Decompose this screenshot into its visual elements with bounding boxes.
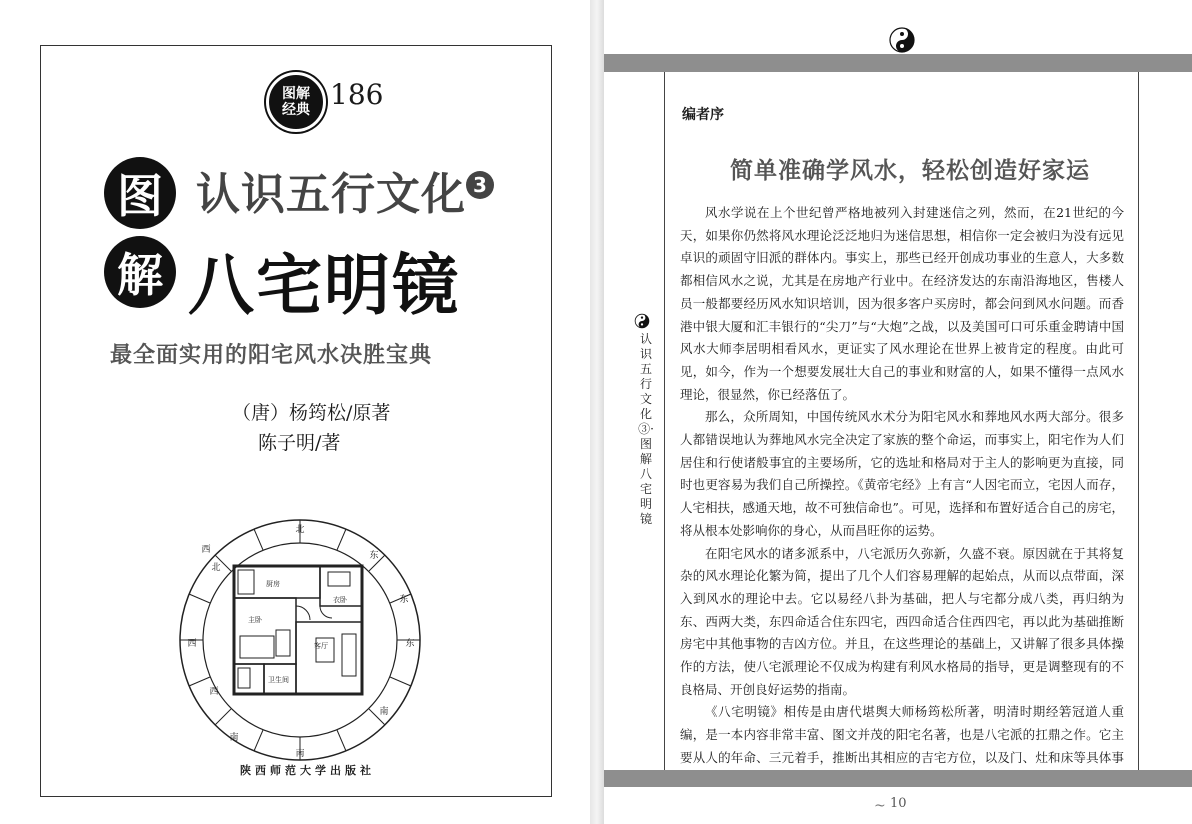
left-rule — [664, 72, 665, 770]
paragraph: 风水学说在上个世纪曾严格地被列入封建迷信之列，然而，在21世纪的今天，如果你仍然将风水理论泛泛地归为迷信思想，相信你一定会被归为没有远见卓识的顽固守旧派的群体内。事实上，那些已经开创成功事业的生意人，大多数都相信风水之说，尤其是在房地产行业中。在经济发达的东南沿海地区，售楼人员一般都要经历风水知识培训，因为很多客户买房时，都会问到风水问题。而香港中银大厦和汇丰银行的“尖刀”与“大炮”之战，以及美国可口可乐重金聘请中国风水大师李居明相看风水，更证实了风水理论在世界上被肯定的程度。由此可见，如今，作为一个想要发展壮大自己的事业和财富的人，如果不懂得一点风水理论，很显然，你已经落伍了。 — [680, 205, 1124, 402]
cover-page — [0, 0, 590, 824]
direction-label: 南 — [229, 733, 239, 743]
series-number: 186 — [330, 78, 384, 111]
direction-label: 西 — [209, 687, 219, 697]
room-master-bedroom: 主卧 — [248, 616, 262, 624]
taiji-icon — [634, 313, 650, 329]
paragraph: 《八宅明镜》相传是由唐代堪舆大师杨筠松所著，明清时期经箬冠道人重编，是一本内容非常丰富、图文并茂的阳宅名著，也是八宅派的扛鼎之作。它主要从人的年命、三元着手，推断出其相应的吉宅方位，以及门、灶和床等具体事 — [680, 704, 1124, 765]
series-badge: 图解 经典 — [266, 72, 326, 132]
room-living-room: 客厅 — [314, 642, 328, 650]
compass-graphic — [178, 518, 422, 762]
header-band — [604, 54, 1192, 72]
taiji-icon — [888, 26, 916, 54]
direction-label: 东 — [369, 551, 379, 561]
volume-number: 3 — [466, 171, 494, 199]
publisher: 陕西师范大学出版社 — [240, 764, 375, 777]
direction-label: 北 — [295, 525, 305, 535]
preface-page — [604, 0, 1192, 824]
author: 陈子明/著 — [258, 432, 341, 454]
side-running-title: 认识五行文化③·图解八宅明镜 — [638, 332, 654, 526]
preface-label: 编者序 — [682, 107, 724, 123]
footer-band — [604, 770, 1192, 787]
preface-heading: 简单准确学风水，轻松创造好家运 — [730, 158, 1090, 184]
direction-label: 北 — [211, 563, 221, 573]
direction-label: 东 — [399, 595, 409, 605]
room-bathroom: 卫生间 — [268, 676, 289, 684]
jie-character-circle: 解 — [104, 236, 176, 308]
preface-body — [680, 202, 1124, 792]
room-kitchen: 厨房 — [266, 580, 280, 588]
series-title: 认识五行文化 — [196, 169, 466, 220]
book-title: 八宅明镜 — [188, 247, 460, 324]
direction-label: 东 — [405, 639, 415, 649]
page-number-ornament: ~ — [874, 798, 886, 814]
book-subtitle: 最全面实用的阳宅风水决胜宝典 — [110, 343, 433, 368]
tu-character-circle: 图 — [104, 157, 176, 229]
right-rule — [1138, 72, 1139, 770]
paragraph: 那么，众所周知，中国传统风水术分为阳宅风水和葬地风水两大部分。很多人都错误地认为葬地风水完全决定了家族的整个命运，而事实上，阳宅作为人们居住和行使诸般事宜的主要场所，它的选址和格局对于主人的影响更为直接，同时也更容易为我们自己所操控。《黄帝宅经》上有言“人因宅而立，宅因人而存，人宅相扶，感通天地，故不可独信命也”。可见，选择和布置好适合自己的房宅，将从根本处影响你的身心，从而昌旺你的运势。 — [680, 409, 1124, 538]
book-gutter — [590, 0, 604, 824]
room-closet: 衣卧 — [333, 596, 347, 604]
page-number: 10 — [890, 796, 907, 811]
direction-label: 西 — [201, 545, 211, 555]
direction-label: 西 — [187, 639, 197, 649]
direction-label: 南 — [379, 707, 389, 717]
paragraph: 在阳宅风水的诸多派系中，八宅派历久弥新，久盛不衰。原因就在于其将复杂的风水理论化繁为简，提出了几个人们容易理解的起始点，从而以点带面，深入到风水的理论中去。它以易经八卦为基础，把人与宅都分成八类，再归纳为东、西两大类，东四命适合住东四宅，西四命适合住西四宅，再以此为基础推断房宅中其他事物的吉凶方位。并且，在这些理论的基础上，又讲解了很多具体操作的方法，使八宅派理论不仅成为构建有利风水格局的指导，更是调整现有的不良格局、开创良好运势的指南。 — [680, 545, 1124, 697]
original-author: （唐）杨筠松/原著 — [232, 402, 391, 424]
direction-label: 南 — [295, 749, 305, 759]
bagua-compass-diagram — [178, 518, 422, 762]
